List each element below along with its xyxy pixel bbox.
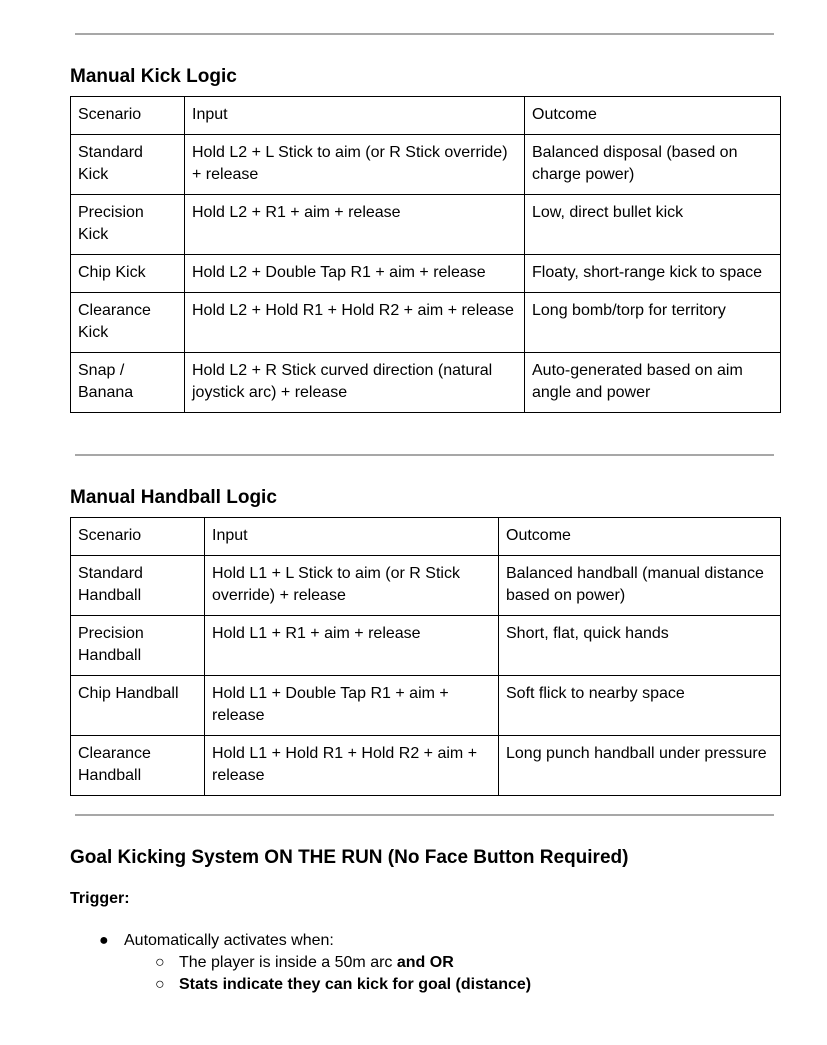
scenario-cell: Precision Kick	[71, 195, 185, 255]
table-row	[71, 293, 781, 353]
input-cell: Hold L2 + L Stick to aim (or R Stick override) + release	[185, 135, 525, 195]
bullet-text: Automatically activates when:	[124, 932, 334, 949]
outcome-cell: Low, direct bullet kick	[525, 195, 781, 255]
input-cell: Hold L2 + Hold R1 + Hold R2 + aim + release	[185, 293, 525, 353]
trigger-label: Trigger:	[70, 890, 130, 907]
table-row	[71, 736, 781, 796]
table-row	[71, 195, 781, 255]
table-row	[71, 135, 781, 195]
table-row	[71, 676, 781, 736]
table-row	[71, 556, 781, 616]
outcome-cell: Balanced handball (manual distance based on power)	[499, 556, 781, 616]
outcome-cell: Long bomb/torp for territory	[525, 293, 781, 353]
hollow-bullet-icon: ○	[155, 954, 165, 971]
goal-section-title: Goal Kicking System ON THE RUN (No Face Button Required)	[70, 847, 629, 868]
divider-top	[75, 33, 774, 35]
header-cell: Input	[205, 518, 499, 556]
scenario-cell: Precision Handball	[71, 616, 205, 676]
header-cell: Outcome	[525, 97, 781, 135]
scenario-cell: Standard Kick	[71, 135, 185, 195]
outcome-cell: Short, flat, quick hands	[499, 616, 781, 676]
table-row	[71, 616, 781, 676]
input-cell: Hold L1 + Double Tap R1 + aim + release	[205, 676, 499, 736]
sub-item-text: The player is inside a 50m arc	[179, 954, 397, 971]
header-cell: Input	[185, 97, 525, 135]
table-header-row	[71, 518, 781, 556]
bullet-icon: ●	[99, 932, 109, 949]
sub-item-bold: Stats indicate they can kick for goal (distance)	[179, 976, 532, 993]
table-row	[71, 353, 781, 413]
header-cell: Scenario	[71, 97, 185, 135]
divider-middle	[75, 454, 774, 456]
outcome-cell: Soft flick to nearby space	[499, 676, 781, 736]
scenario-cell: Chip Handball	[71, 676, 205, 736]
hollow-bullet-icon: ○	[155, 976, 165, 993]
outcome-cell: Long punch handball under pressure	[499, 736, 781, 796]
sub-item-bold: and OR	[396, 954, 454, 971]
kick-table	[70, 96, 781, 413]
input-cell: Hold L2 + Double Tap R1 + aim + release	[185, 255, 525, 293]
list-item	[99, 931, 334, 951]
scenario-cell: Snap / Banana	[71, 353, 185, 413]
outcome-cell: Auto-generated based on aim angle and power	[525, 353, 781, 413]
header-cell: Outcome	[499, 518, 781, 556]
input-cell: Hold L2 + R1 + aim + release	[185, 195, 525, 255]
handball-table	[70, 517, 781, 796]
table-row	[71, 255, 781, 293]
sub-list-item	[155, 975, 532, 995]
input-cell: Hold L2 + R Stick curved direction (natural joystick arc) + release	[185, 353, 525, 413]
table-header-row	[71, 97, 781, 135]
scenario-cell: Chip Kick	[71, 255, 185, 293]
scenario-cell: Clearance Kick	[71, 293, 185, 353]
divider-bottom	[75, 814, 774, 816]
kick-section-title: Manual Kick Logic	[70, 66, 237, 87]
sub-list-item	[155, 953, 454, 973]
header-cell: Scenario	[71, 518, 205, 556]
scenario-cell: Standard Handball	[71, 556, 205, 616]
input-cell: Hold L1 + Hold R1 + Hold R2 + aim + release	[205, 736, 499, 796]
outcome-cell: Balanced disposal (based on charge power)	[525, 135, 781, 195]
input-cell: Hold L1 + L Stick to aim (or R Stick override) + release	[205, 556, 499, 616]
outcome-cell: Floaty, short-range kick to space	[525, 255, 781, 293]
handball-section-title: Manual Handball Logic	[70, 487, 277, 508]
input-cell: Hold L1 + R1 + aim + release	[205, 616, 499, 676]
scenario-cell: Clearance Handball	[71, 736, 205, 796]
